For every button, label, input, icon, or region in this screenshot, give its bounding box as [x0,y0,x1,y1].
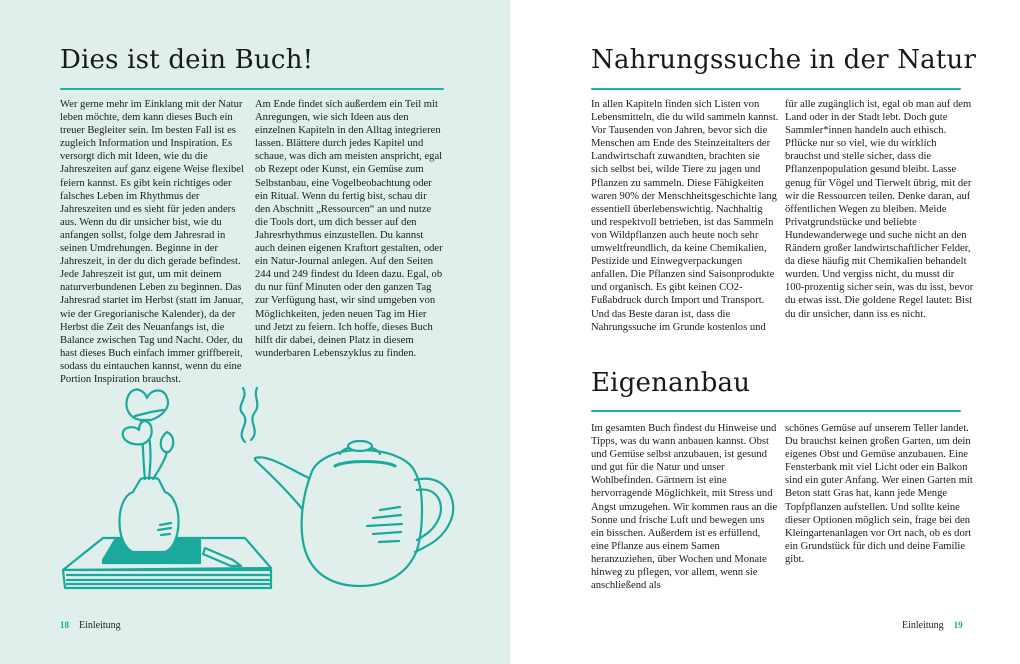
steam-icon [240,388,257,442]
heading-eigenanbau: Eigenanbau [591,368,751,398]
body-paragraph: schönes Gemüse auf unserem Teller landet. Du brauchst keinen großen Garten, um dein eigenes Obst und Gemüse anzubauen. Eine Fensterbank mit viel Licht oder ein Balkon sind ein guter Anfang. Wer einen Garten mit Beton statt Gras hat, kann jede Menge Topfpflanzen aufstellen. Und sollte keine dieser Optionen möglich sein, frage bei den Kleingartenanlagen vor Ort nach, ob es dort ein Grundstück für dich und deine Familie gibt. [785,423,973,565]
text-column-1 [60,98,246,386]
body-paragraph: für alle zugänglich ist, egal ob man auf dem Land oder in der Stadt lebt. Doch gute Sammler*innen handeln auch ethisch. Pflücke nur so viel, wie du wirklich brauchst und stelle sicher, dass die Pflanzenpopulation gesund bleibt. Lasse genug für Vögel und Tierwelt übrig, mit der wir die Ressourcen teilen. Denke daran, auf öffentlichen Wegen zu bleiben. Meide Privatgrundstücke und beliebte Hundewanderwege und suche nicht an den Rändern großer landwirtschaftlicher Felder, da diese häufig mit Chemikalien behandelt wurden. Und vergiss nicht, du musst dir 100-prozentig sicher sein, was du isst, bevor du etwas isst. Die goldene Regel lautet: Bist du dir unsicher, dann iss es nicht. [785,99,974,320]
text-column-2 [255,98,443,360]
page-number: 18 [60,620,69,630]
teapot-icon [255,441,453,586]
section-label: Einleitung [902,620,944,631]
page-footer-right [902,619,963,632]
vase-books-teapot-illustration [55,380,465,602]
heading-nahrungssuche: Nahrungssuche in der Natur [591,45,977,75]
section-label: Einleitung [79,620,121,631]
heading-underline [591,410,961,412]
page-number: 19 [953,620,963,630]
heading-underline [591,88,961,90]
text-column-3 [591,422,779,592]
heading-underline [60,88,444,90]
text-column-2 [785,98,975,321]
page-footer-left [60,619,121,632]
text-column-4 [785,422,975,566]
heading-dies-ist-dein-buch: Dies ist dein Buch! [60,45,314,75]
body-paragraph: Im gesamten Buch findest du Hinweise und Tipps, was du wann anbauen kannst. Obst und Gemüse selbst anzubauen, ist gesund und gut für die Natur und unser Wohlbefinden. Gärtnern ist eine hervorragende Möglichkeit, mit Stress und Angst umzugehen. Wir kommen raus an die Sonne und frische Luft und bewegen uns ein bisschen. Außerdem ist es erfüllend, eine Pflanze aus einem Samen heranzuziehen, über Wochen und Monate hinweg zu pflegen, vor allem, wenn sie anschließend als [591,423,778,592]
body-paragraph: Am Ende findet sich außerdem ein Teil mit Anregungen, wie sich Ideen aus den einzelnen Kapiteln in den Alltag integrieren lassen. Blättere durch jedes Kapitel und schaue, was dich am meisten anspricht, egal ob Rezept oder Kunst, ein Gemüse zum Selbstanbau, eine Vogelbeobachtung oder ein Ritual. Wenn du fertig bist, schau dir den Abschnitt „Ressourcen“ an und nutze die Tools dort, um dich besser auf den Jahresrhythmus einzustellen. Du kannst auch deinen eigenen Kraftort gestalten, oder ein Natur-Journal anlegen. Auf den Seiten 244 und 249 findest du Ideen dazu. Egal, ob du nur fünf Minuten oder den ganzen Tag zur Verfügung hast, wir sind umgeben von Möglichkeiten, jeden neuen Tag im Hier und Jetzt zu feiern. Ich hoffe, dieses Buch hilft dir dabei, deinen Platz in diesem wunderbaren Lebenszyklus zu finden. [255,99,443,359]
body-paragraph: Wer gerne mehr im Einklang mit der Natur leben möchte, dem kann dieses Buch ein treuer Begleiter sein. Im besten Fall ist es zugleich Information und Inspiration. Es versorgt dich mit Ideen, wie du die Jahreszeiten auf ganz eigene Weise flexibel feiern kannst. Es gibt kein richtiges oder falsches Leben im Rhythmus der Jahreszeiten und es sieht für jeden anders aus. Wenn du dir unsicher bist, wie du anfangen sollst, folge dem Jahresrad in seinen Umdrehungen. Beginne in der Jahreszeit, in der du dich gerade befindest. Jede Jahreszeit ist gut, um mit deinem naturverbundenen Leben zu beginnen. Das Jahresrad startet im Herbst (statt im Januar, wie der Gregorianische Kalender), da der Herbst die Zeit des Neuanfangs ist, die Balance zwischen Tag und Nacht. Oder, du hast dieses Buch einfach immer griffbereit, sodass du eintauchen kannst, wenn du eine Portion Inspiration brauchst. [60,99,244,385]
flower-vase-icon [120,390,179,552]
text-column-1 [591,98,779,334]
right-page [510,0,1020,664]
body-paragraph: In allen Kapiteln finden sich Listen von Lebensmitteln, die du wild sammeln kannst. Vor Tausenden von Jahren, bevor sich die Menschen am Ende des Steinzeitalters der Landwirtschaft zuwandten, brachten sie sich selbst bei, wilde Tiere zu jagen und Pflanzen zu sammeln. Diese Fähigkeiten waren 90% der Menschheitsgeschichte lang essentiell überlebenswichtig. Nachhaltig und respektvoll betrieben, ist das Sammeln von Wildpflanzen auch heute noch sehr umweltfreundlich, da keine Chemikalien, Pestizide und Einwegverpackungen anfallen. Die Pflanzen sind Saisonprodukte und organisch. Es gibt keinen CO2-Fußabdruck durch Import und Transport. Und das Beste daran ist, dass die Nahrungssuche im Grunde kostenlos und [591,99,779,333]
